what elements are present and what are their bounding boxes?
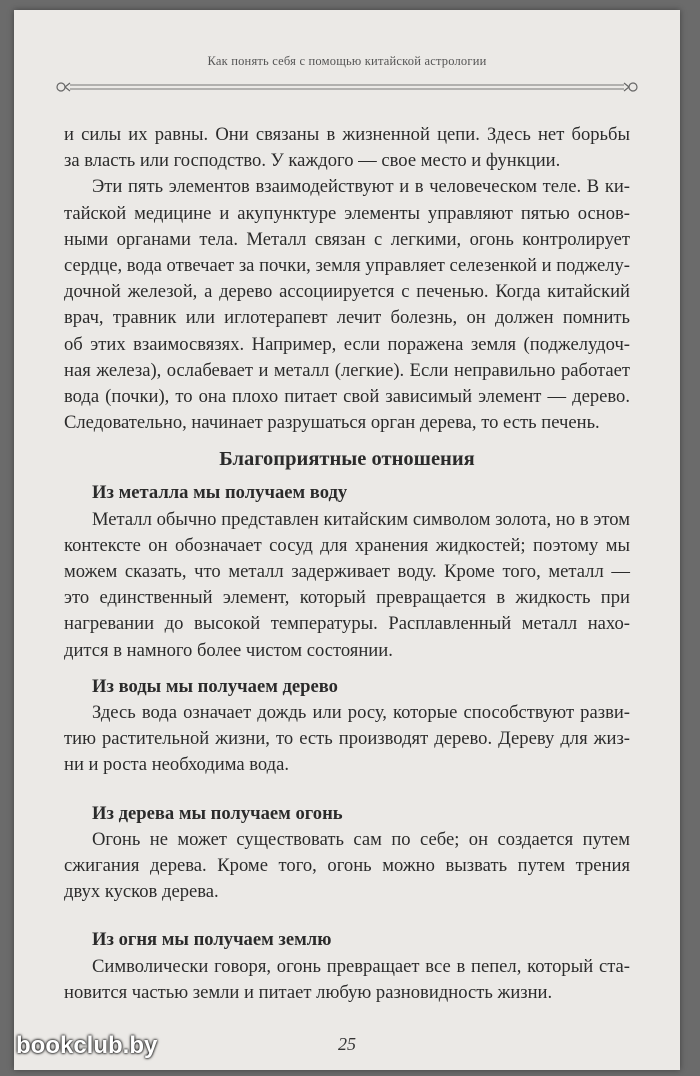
text-line: новится частью земли и питает любую разновидность жизни. — [64, 981, 553, 1003]
text-line: Огонь не может существовать сам по себе; он создается путем — [92, 828, 630, 850]
text-line: вода (почки), то она плохо питает свой зависимый элемент — дерево. — [64, 386, 630, 408]
text-line: об этих взаимосвязях. Например, если поражена земля (поджелудоч- — [64, 333, 630, 355]
text-line: Эти пять элементов взаимодействуют и в человеческом теле. В ки- — [92, 176, 630, 198]
text-line: ная железа), ослабевает и металл (легкие). Если неправильно работает — [64, 359, 630, 381]
paragraph-water-wood — [64, 700, 630, 779]
text-line: контексте он обозначает сосуд для хранения жидкостей; поэтому мы — [64, 534, 630, 556]
text-line: ни и роста необходима вода. — [64, 754, 290, 776]
text-line: тию растительной жизни, то есть производят дерево. Дереву для жиз- — [64, 728, 630, 750]
page-number: 25 — [338, 1034, 356, 1054]
section-title: Благоприятные отношения — [219, 448, 475, 471]
paragraph-2 — [64, 174, 630, 436]
text-line: дится в намного более чистом состоянии. — [64, 639, 393, 661]
text-line: тайской медицине и акупунктуре элементы управляют пятью основ- — [64, 202, 630, 224]
text-line: Следовательно, начинает разрушаться орган дерева, то есть печень. — [64, 412, 600, 434]
text-line: нагревании до высокой температуры. Расплавленный металл нахо- — [64, 613, 630, 635]
text-line: это единственный элемент, который превращается в жидкость при — [64, 587, 630, 609]
text-line: врач, травник или иглотерапевт лечит болезнь, он должен помнить — [64, 307, 630, 329]
book-page — [14, 10, 680, 1070]
text-line: Металл обычно представлен китайским символом золота, но в этом — [92, 508, 630, 530]
site-watermark: bookclub.by — [16, 1032, 158, 1059]
text-line: и силы их равны. Они связаны в жизненной цепи. Здесь нет борьбы — [64, 124, 630, 145]
subheading: Из дерева мы получаем огонь — [92, 802, 343, 824]
ornament-divider-icon — [54, 80, 640, 94]
paragraph-metal-water — [64, 507, 630, 664]
text-line: можем сказать, что металл задерживает воду. Кроме того, металл — — [64, 561, 630, 583]
subheading: Из огня мы получаем землю — [92, 929, 332, 951]
text-line: Символически говоря, огонь превращает все в пепел, который ста- — [92, 955, 630, 977]
body-text — [64, 122, 630, 1006]
subheading: Из металла мы получаем воду — [92, 482, 348, 504]
text-line: сжигания дерева. Кроме того, огонь можно вызвать путем трения — [64, 855, 630, 877]
ornamental-rule — [54, 80, 640, 94]
text-line: за власть или господство. У каждого — свое место и функции. — [64, 150, 561, 172]
text-line: ными органами тела. Металл связан с легкими, огонь контролирует — [64, 228, 630, 250]
text-line: сердце, вода отвечает за почки, земля управляет селезенкой и поджелу- — [64, 255, 630, 277]
text-line: Здесь вода означает дождь или росу, которые способствуют разви- — [92, 702, 630, 724]
paragraph-fire-earth — [64, 954, 630, 1006]
running-head: Как понять себя с помощью китайской астрологии — [207, 54, 487, 68]
text-line: дочной железой, а дерево ассоциируется с печенью. Когда китайский — [64, 281, 630, 303]
subheading: Из воды мы получаем дерево — [92, 675, 338, 697]
paragraph-wood-fire — [64, 827, 630, 906]
paragraph-1 — [64, 122, 630, 174]
text-line: двух кусков дерева. — [64, 881, 219, 903]
